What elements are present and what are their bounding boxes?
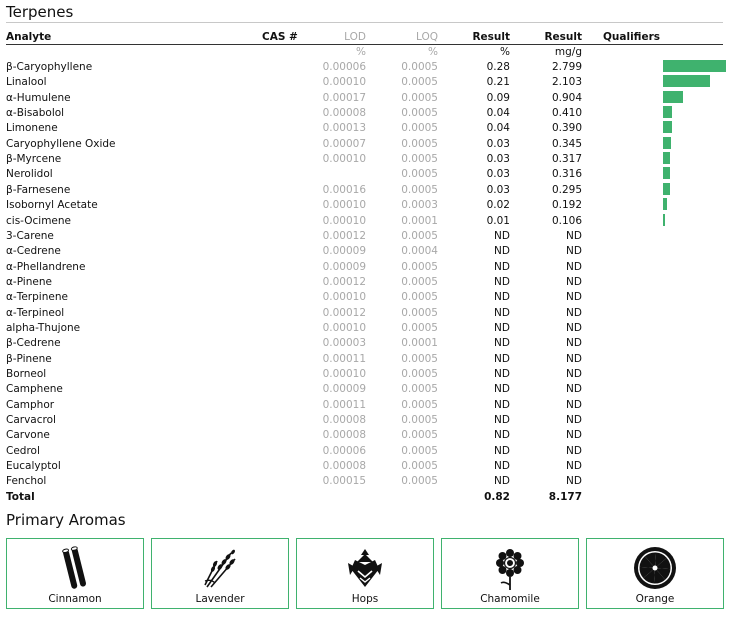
result-pct-value: 0.03 [486,137,510,150]
analyte-name: Carvacrol [6,414,56,427]
loq-value: 0.0005 [401,61,438,73]
loq-value: 0.0004 [401,245,438,258]
lod-value: 0.00015 [322,475,366,488]
lod-value: 0.00011 [322,352,366,365]
result-pct-value: 0.09 [486,91,510,104]
table-row [0,91,730,106]
aroma-label: Cinnamon [48,593,102,605]
table-row [0,459,730,474]
result-pct-value: ND [494,444,510,457]
header-loq: LOQ [415,31,438,43]
result-pct-value: ND [494,337,510,350]
unit-result-mg: mg/g [554,46,582,58]
header-analyte: Analyte [6,31,52,43]
table-row [0,444,730,459]
loq-value: 0.0005 [401,368,438,380]
lod-value: 0.00008 [322,460,366,473]
analyte-name: Isobornyl Acetate [6,199,98,212]
analyte-name: α-Phellandrene [6,260,86,273]
analyte-name: Nerolidol [6,168,53,181]
table-row [0,167,730,182]
table-row [0,398,730,413]
concentration-bar [663,121,672,133]
table-row [0,152,730,167]
concentration-bar [663,152,670,164]
table-row [0,290,730,305]
analyte-name: alpha-Thujone [6,321,81,334]
analyte-name: Borneol [6,368,47,380]
loq-value: 0.0005 [401,137,438,150]
table-row [0,321,730,336]
table-row [0,428,730,443]
result-pct-value: ND [494,475,510,488]
result-pct-value: ND [494,229,510,242]
concentration-bar [663,137,671,149]
result-mg-value: 0.390 [551,122,582,135]
result-pct-value: ND [494,260,510,273]
concentration-bar [663,198,667,210]
result-pct-value: 0.21 [486,76,510,89]
total-mg-value: 8.177 [548,490,582,503]
header-cas: CAS # [262,31,298,43]
result-mg-value: 0.192 [551,199,582,212]
result-mg-value: ND [566,337,582,350]
result-pct-value: 0.04 [486,107,510,120]
lod-value: 0.00010 [322,214,366,227]
lod-value: 0.00012 [322,229,366,242]
concentration-bar [663,91,683,103]
loq-value: 0.0005 [401,107,438,120]
aroma-card-cinnamon [6,538,144,609]
result-mg-value: ND [566,368,582,380]
aroma-card-chamomile [441,538,579,609]
result-mg-value: ND [566,306,582,319]
table-row [0,260,730,275]
aroma-card-lavender [151,538,289,609]
result-mg-value: ND [566,229,582,242]
result-pct-value: 0.02 [486,199,510,212]
orange-icon [632,545,678,591]
lod-value: 0.00009 [322,383,366,396]
total-label: Total [6,490,35,503]
hops-icon [342,545,388,591]
lod-value: 0.00013 [322,122,366,135]
total-pct-value: 0.82 [484,490,510,503]
result-mg-value: ND [566,321,582,334]
analyte-name: β-Caryophyllene [6,61,93,73]
analyte-name: β-Cedrene [6,337,61,350]
loq-value: 0.0005 [401,429,438,442]
analyte-name: Linalool [6,76,47,89]
loq-value: 0.0005 [401,229,438,242]
analyte-name: α-Bisabolol [6,107,65,120]
analyte-name: α-Cedrene [6,245,61,258]
lod-value: 0.00011 [322,398,366,411]
header-qualifiers: Qualifiers [603,31,661,43]
loq-value: 0.0005 [401,168,438,181]
analyte-name: Camphene [6,383,63,396]
loq-value: 0.0005 [401,398,438,411]
cinnamon-icon [52,545,98,591]
table-row [0,183,730,198]
loq-value: 0.0005 [401,414,438,427]
concentration-bar [663,167,670,179]
result-pct-value: 0.01 [486,214,510,227]
table-row [0,75,730,90]
terpenes-title: Terpenes [6,3,74,21]
loq-value: 0.0005 [401,91,438,104]
lod-value: 0.00016 [322,183,366,196]
table-row [0,229,730,244]
concentration-bar [663,214,665,226]
table-row [0,306,730,321]
chamomile-icon [487,545,533,591]
lod-value: 0.00012 [322,306,366,319]
loq-value: 0.0005 [401,260,438,273]
result-pct-value: 0.28 [486,61,510,73]
table-row [0,275,730,290]
lod-value: 0.00010 [322,76,366,89]
loq-value: 0.0005 [401,76,438,89]
analyte-name: β-Farnesene [6,183,71,196]
table-row [0,137,730,152]
analyte-name: Carvone [6,429,50,442]
loq-value: 0.0005 [401,383,438,396]
lavender-icon [197,545,243,591]
lod-value: 0.00006 [322,61,366,73]
lod-value: 0.00008 [322,414,366,427]
result-pct-value: ND [494,398,510,411]
table-row [0,121,730,136]
loq-value: 0.0005 [401,183,438,196]
header-result-pct: Result [472,31,510,43]
result-mg-value: ND [566,291,582,304]
result-mg-value: ND [566,475,582,488]
aroma-card-hops [296,538,434,609]
aroma-label: Lavender [195,593,245,605]
result-mg-value: ND [566,429,582,442]
unit-lod: % [356,46,366,58]
result-pct-value: 0.03 [486,168,510,181]
result-pct-value: 0.04 [486,122,510,135]
result-pct-value: 0.03 [486,153,510,166]
analyte-name: α-Terpinene [6,291,68,304]
result-mg-value: 0.106 [551,214,582,227]
result-pct-value: ND [494,460,510,473]
loq-value: 0.0005 [401,475,438,488]
loq-value: 0.0001 [401,214,438,227]
result-pct-value: 0.03 [486,183,510,196]
result-mg-value: 0.316 [551,168,582,181]
loq-value: 0.0005 [401,306,438,319]
unit-loq: % [428,46,438,58]
result-pct-value: ND [494,275,510,288]
result-mg-value: 0.345 [551,137,582,150]
header-result-mg: Result [544,31,582,43]
analyte-name: Caryophyllene Oxide [6,137,116,150]
concentration-bar [663,106,672,118]
aromas-title: Primary Aromas [6,511,126,529]
loq-value: 0.0005 [401,122,438,135]
analyte-name: α-Pinene [6,275,52,288]
loq-value: 0.0005 [401,444,438,457]
lod-value: 0.00012 [322,275,366,288]
loq-value: 0.0005 [401,153,438,166]
analyte-name: Eucalyptol [6,460,61,473]
result-mg-value: ND [566,414,582,427]
analyte-name: β-Pinene [6,352,52,365]
loq-value: 0.0001 [401,337,438,350]
lod-value: 0.00010 [322,291,366,304]
result-pct-value: ND [494,414,510,427]
lod-value: 0.00010 [322,368,366,380]
result-mg-value: ND [566,260,582,273]
result-pct-value: ND [494,321,510,334]
table-row [0,474,730,489]
table-row [0,60,730,75]
lod-value: 0.00008 [322,107,366,120]
table-row [0,367,730,382]
result-pct-value: ND [494,352,510,365]
lod-value: 0.00006 [322,444,366,457]
aroma-card-orange [586,538,724,609]
result-mg-value: ND [566,398,582,411]
result-pct-value: ND [494,429,510,442]
result-mg-value: 0.317 [551,153,582,166]
table-row [0,244,730,259]
analyte-name: β-Myrcene [6,153,62,166]
analyte-name: Limonene [6,122,58,135]
result-mg-value: ND [566,275,582,288]
result-mg-value: 2.103 [551,76,582,89]
aroma-label: Chamomile [480,593,540,605]
lod-value: 0.00010 [322,199,366,212]
table-row [0,214,730,229]
loq-value: 0.0003 [401,199,438,212]
aroma-label: Hops [351,593,379,605]
unit-result-pct: % [500,46,510,58]
concentration-bar [663,60,726,72]
analyte-name: α-Humulene [6,91,71,104]
header-lod: LOD [344,31,366,43]
result-pct-value: ND [494,368,510,380]
loq-value: 0.0005 [401,460,438,473]
lod-value: 0.00009 [322,260,366,273]
concentration-bar [663,75,710,87]
result-mg-value: 2.799 [551,61,582,73]
result-mg-value: ND [566,352,582,365]
total-row [0,490,730,505]
lod-value: 0.00009 [322,245,366,258]
table-row [0,106,730,121]
result-pct-value: ND [494,245,510,258]
table-row [0,413,730,428]
result-pct-value: ND [494,383,510,396]
result-mg-value: ND [566,460,582,473]
result-pct-value: ND [494,306,510,319]
analyte-name: cis-Ocimene [6,214,71,227]
table-row [0,382,730,397]
result-mg-value: 0.410 [551,107,582,120]
result-mg-value: ND [566,383,582,396]
result-mg-value: 0.295 [551,183,582,196]
title-divider [6,22,723,23]
lod-value: 0.00010 [322,153,366,166]
result-mg-value: ND [566,444,582,457]
loq-value: 0.0005 [401,275,438,288]
analyte-name: Fenchol [6,475,47,488]
header-divider [6,44,723,45]
lod-value: 0.00017 [322,91,366,104]
loq-value: 0.0005 [401,352,438,365]
aroma-label: Orange [635,593,675,605]
analyte-name: 3-Carene [6,229,54,242]
analyte-name: α-Terpineol [6,306,65,319]
lod-value: 0.00003 [322,337,366,350]
loq-value: 0.0005 [401,321,438,334]
table-row [0,198,730,213]
result-mg-value: ND [566,245,582,258]
result-pct-value: ND [494,291,510,304]
table-row [0,336,730,351]
result-mg-value: 0.904 [551,91,582,104]
analyte-name: Camphor [6,398,55,411]
lod-value: 0.00008 [322,429,366,442]
table-row [0,352,730,367]
concentration-bar [663,183,670,195]
loq-value: 0.0005 [401,291,438,304]
analyte-name: Cedrol [6,444,40,457]
lod-value: 0.00007 [322,137,366,150]
lod-value: 0.00010 [322,321,366,334]
